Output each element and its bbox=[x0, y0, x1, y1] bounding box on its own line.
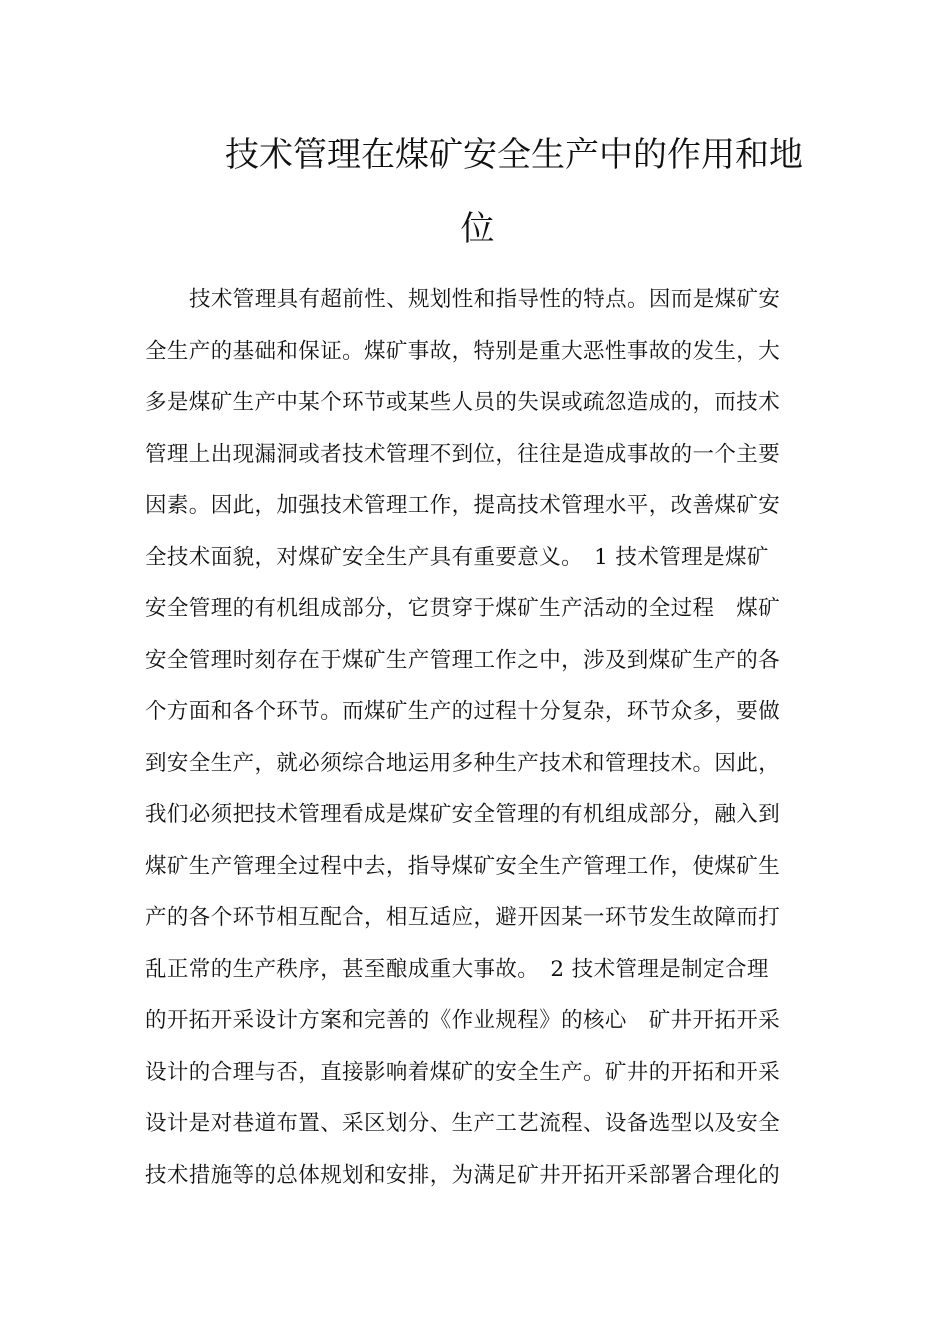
document-body bbox=[145, 274, 805, 1201]
body-line: 管理上出现漏洞或者技术管理不到位，往往是造成事故的一个主要 bbox=[145, 441, 781, 467]
body-line: 安全管理的有机组成部分，它贯穿于煤矿生产活动的全过程 煤矿 bbox=[145, 596, 781, 621]
body-line: 技术措施等的总体规划和安排，为满足矿井开拓开采部署合理化的 bbox=[145, 1162, 781, 1188]
body-line: 煤矿生产管理全过程中去，指导煤矿安全生产管理工作，使煤矿生 bbox=[145, 853, 781, 879]
body-line: 多是煤矿生产中某个环节或某些人员的失误或疏忽造成的，而技术 bbox=[145, 390, 781, 415]
body-line: 全生产的基础和保证。煤矿事故，特别是重大恶性事故的发生，大 bbox=[145, 338, 781, 364]
document-title bbox=[145, 118, 803, 266]
title-line: 位 bbox=[460, 209, 495, 249]
body-line: 个方面和各个环节。而煤矿生产的过程十分复杂，环节众多，要做 bbox=[145, 699, 781, 724]
title-line: 技术管理在煤矿安全生产中的作用和地 bbox=[225, 135, 803, 175]
body-line: 设计是对巷道布置、采区划分、生产工艺流程、设备选型以及安全 bbox=[145, 1111, 781, 1136]
body-line: 产的各个环节相互配合，相互适应，避开因某一环节发生故障而打 bbox=[145, 905, 781, 930]
body-line: 我们必须把技术管理看成是煤矿安全管理的有机组成部分，融入到 bbox=[145, 802, 781, 827]
body-line: 到安全生产，就必须综合地运用多种生产技术和管理技术。因此， bbox=[145, 750, 781, 776]
body-line: 技术管理具有超前性、规划性和指导性的特点。因而是煤矿安 bbox=[189, 287, 781, 312]
body-line: 设计的合理与否，直接影响着煤矿的安全生产。矿井的开拓和开采 bbox=[145, 1059, 781, 1085]
body-line: 安全管理时刻存在于煤矿生产管理工作之中，涉及到煤矿生产的各 bbox=[145, 647, 781, 673]
body-line: 乱正常的生产秩序，甚至酿成重大事故。 2 技术管理是制定合理 bbox=[145, 956, 769, 982]
body-line: 因素。因此，加强技术管理工作，提高技术管理水平，改善煤矿安 bbox=[145, 493, 781, 518]
body-line: 的开拓开采设计方案和完善的《作业规程》的核心 矿井开拓开采 bbox=[145, 1008, 781, 1033]
body-line: 全技术面貌，对煤矿安全生产具有重要意义。 1 技术管理是煤矿 bbox=[145, 544, 769, 570]
